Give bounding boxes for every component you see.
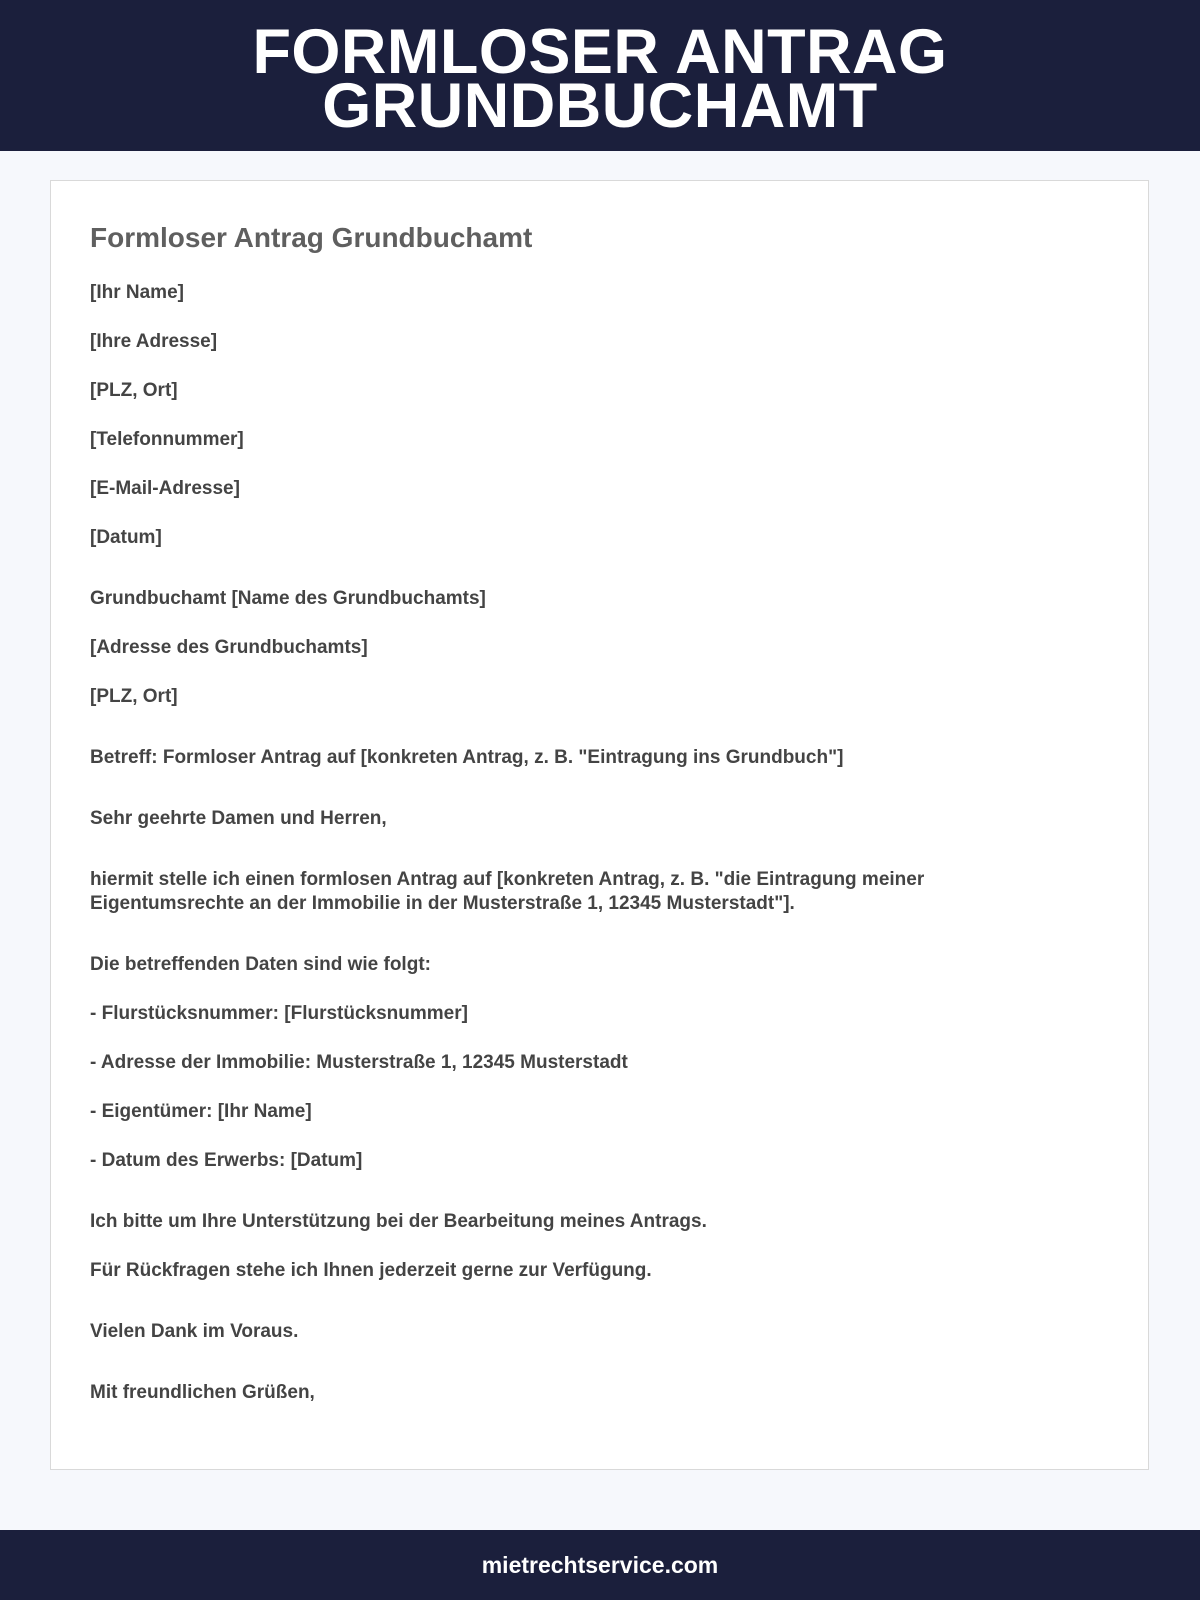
letter-salutation: Sehr geehrte Damen und Herren, xyxy=(90,808,387,829)
sender-name: [Ihr Name] xyxy=(90,282,184,303)
closing-text: Mit freundlichen Grüßen, xyxy=(90,1382,315,1403)
recipient-address: [Adresse des Grundbuchamts] xyxy=(90,637,368,658)
page-footer xyxy=(0,1530,1200,1600)
detail-item: - Adresse der Immobilie: Musterstraße 1, 12345 Musterstadt xyxy=(90,1052,628,1073)
page-banner-title xyxy=(252,16,948,141)
sender-city: [PLZ, Ort] xyxy=(90,380,178,401)
sender-date: [Datum] xyxy=(90,527,162,548)
sender-email: [E-Mail-Adresse] xyxy=(90,478,240,499)
page-header xyxy=(0,0,1200,151)
questions-text: Für Rückfragen stehe ich Ihnen jederzeit gerne zur Verfügung. xyxy=(90,1260,652,1281)
intro-line-2: Eigentumsrechte an der Immobilie in der Musterstraße 1, 12345 Musterstadt"]. xyxy=(90,893,795,914)
banner-title-line-1: FORMLOSER ANTRAG xyxy=(252,16,948,87)
details-intro: Die betreffenden Daten sind wie folgt: xyxy=(90,954,431,975)
document-title: Formloser Antrag Grundbuchamt xyxy=(90,222,533,253)
detail-item: - Datum des Erwerbs: [Datum] xyxy=(90,1150,363,1171)
request-text: Ich bitte um Ihre Unterstützung bei der Bearbeitung meines Antrags. xyxy=(90,1211,707,1232)
sender-address: [Ihre Adresse] xyxy=(90,331,218,352)
banner-title-line-2: GRUNDBUCHAMT xyxy=(322,70,878,141)
recipient-city: [PLZ, Ort] xyxy=(90,686,178,707)
letter-subject: Betreff: Formloser Antrag auf [konkreten Antrag, z. B. "Eintragung ins Grundbuch"] xyxy=(90,747,844,768)
sender-phone: [Telefonnummer] xyxy=(90,429,244,450)
thanks-text: Vielen Dank im Voraus. xyxy=(90,1321,299,1342)
recipient-name: Grundbuchamt [Name des Grundbuchamts] xyxy=(90,588,486,609)
footer-site-name: mietrechtservice.com xyxy=(481,1552,719,1578)
detail-item: - Flurstücksnummer: [Flurstücksnummer] xyxy=(90,1003,468,1024)
intro-line-1: hiermit stelle ich einen formlosen Antrag auf [konkreten Antrag, z. B. "die Eintragung meiner xyxy=(90,869,925,890)
detail-item: - Eigentümer: [Ihr Name] xyxy=(90,1101,312,1122)
